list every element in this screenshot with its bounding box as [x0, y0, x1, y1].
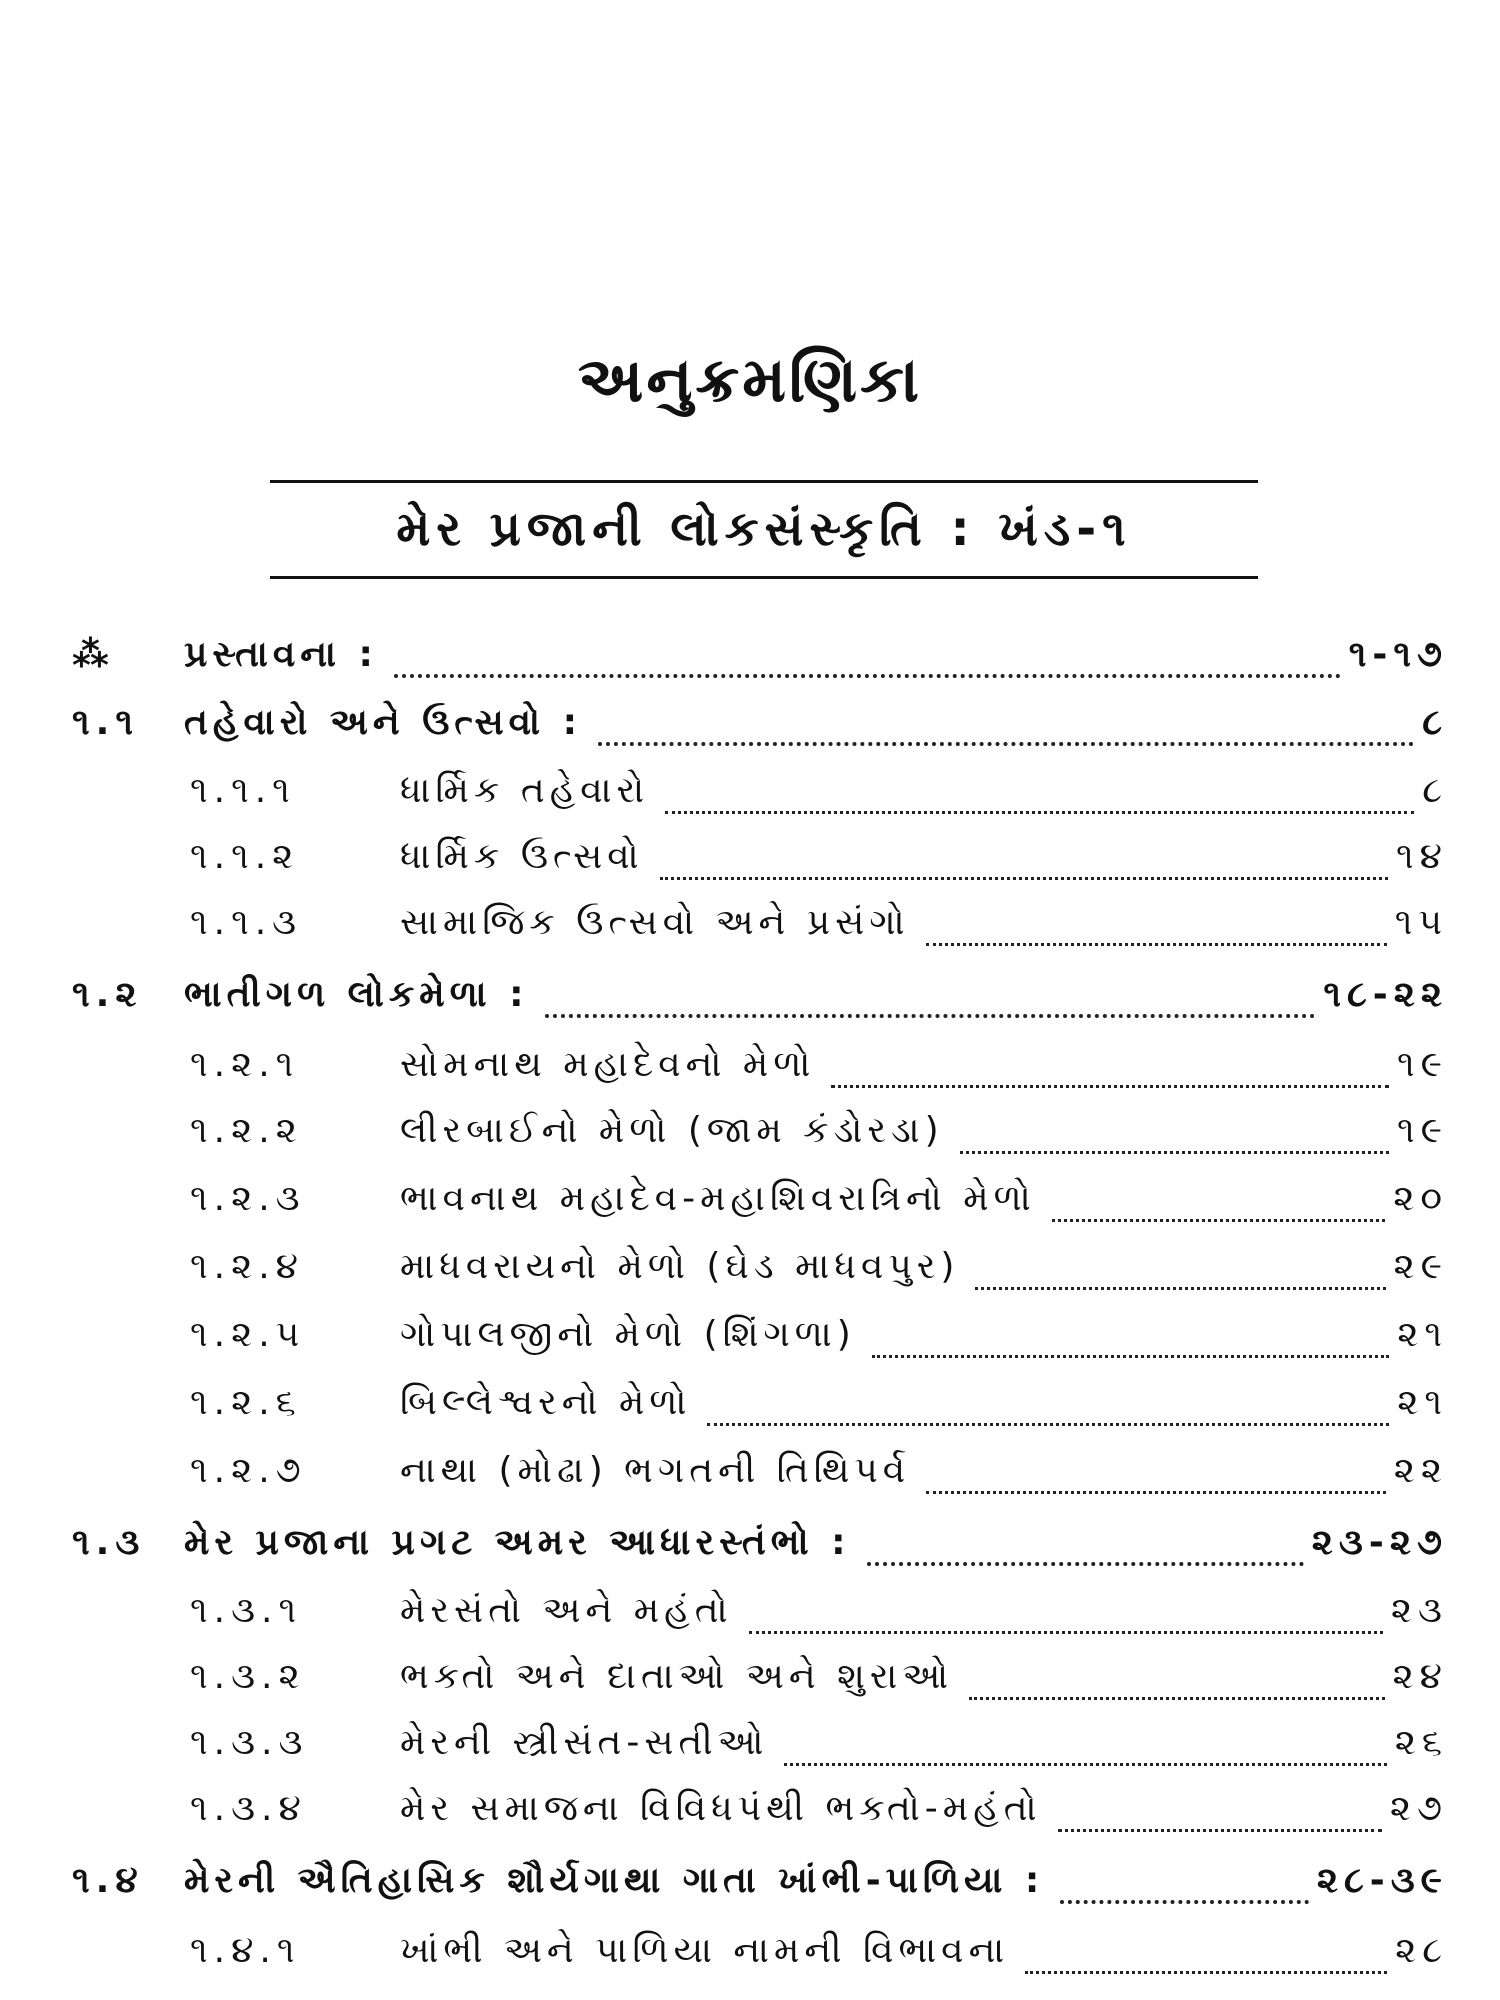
dot-leader: [749, 1601, 1383, 1634]
item-number: ૧.૨.૧: [190, 1044, 300, 1085]
item-label: બિલ્લેશ્વરનો મેળો: [400, 1382, 692, 1423]
section-number: ૧.૪: [72, 1860, 144, 1901]
section-label: ભાતીગળ લોકમેળા :: [184, 974, 529, 1015]
toc-item: [190, 1174, 1448, 1224]
item-label: ખાંભી અને પાળિયા નામની વિભાવના: [400, 1930, 1010, 1971]
toc-item: [190, 1106, 1448, 1156]
dot-leader: [831, 1055, 1389, 1088]
item-label: મેરની સ્ત્રીસંત-સતીઓ: [400, 1722, 769, 1763]
toc-section-1-1: [72, 698, 1448, 748]
item-label: સોમનાથ મહાદેવનો મેળો: [400, 1044, 816, 1085]
toc-page-ref: ૨૩: [1390, 1590, 1448, 1631]
section-label: મેર પ્રજાના પ્રગટ અમર આધારસ્તંભો :: [184, 1522, 851, 1563]
item-number: ૧.૨.૪: [190, 1246, 304, 1287]
dot-leader: [926, 1461, 1386, 1494]
toc-item: [190, 1718, 1448, 1768]
dot-leader: [872, 1325, 1389, 1358]
toc-page-ref: ૧૫: [1394, 902, 1448, 943]
toc-entry-intro: [72, 630, 1448, 680]
item-number: ૧.૧.૩: [190, 902, 303, 943]
item-number: ૧.૨.૭: [190, 1450, 307, 1491]
dot-leader: [707, 1393, 1389, 1426]
toc-page-ref: ૨૪: [1392, 1656, 1448, 1697]
section-number: ૧.૧: [72, 702, 139, 743]
item-label: સામાજિક ઉત્સવો અને પ્રસંગો: [400, 902, 910, 943]
item-number: ૧.૩.૧: [190, 1590, 303, 1631]
toc-page-ref: ૨૨: [1393, 1450, 1448, 1491]
item-label: ભાવનાથ મહાદેવ-મહાશિવરાત્રિનો મેળો: [400, 1178, 1036, 1219]
item-label: મેરસંતો અને મહંતો: [400, 1590, 733, 1631]
item-number: ૧.૨.૩: [190, 1178, 306, 1219]
toc-item: [190, 1242, 1448, 1292]
toc-page-ref: ૨૮-૩૯: [1316, 1860, 1448, 1901]
item-number: ૧.૩.૨: [190, 1656, 306, 1697]
dot-leader: [545, 984, 1316, 1018]
toc-item: [190, 1040, 1448, 1090]
dot-leader: [1052, 1189, 1385, 1222]
item-label: મેર સમાજના વિવિધપંથી ભક્તો-મહંતો: [400, 1788, 1042, 1829]
toc-page-ref: ૨૧: [1397, 1314, 1448, 1355]
toc-item: [190, 832, 1448, 882]
dot-leader: [975, 1257, 1385, 1290]
section-label: તહેવારો અને ઉત્સવો :: [184, 702, 582, 743]
item-label: માધવરાયનો મેળો (ઘેડ માધવપુર): [400, 1246, 960, 1287]
toc-section-1-2: [72, 970, 1448, 1020]
toc-page-ref: ૨૬: [1394, 1722, 1448, 1763]
toc-page-ref: ૨૦: [1393, 1178, 1448, 1219]
toc-page-ref: ૨૭: [1389, 1788, 1448, 1829]
dot-leader: [926, 913, 1387, 946]
dot-leader: [660, 847, 1388, 880]
dot-leader: [394, 644, 1341, 678]
volume-subtitle: મેર પ્રજાની લોકસંસ્કૃતિ : ખંડ-૧: [396, 501, 1132, 557]
toc-item: [190, 1310, 1448, 1360]
item-label: નાથા (મોઢા) ભગતની તિથિપર્વ: [400, 1450, 911, 1491]
toc-page-ref: ૨૮: [1395, 1930, 1448, 1971]
item-number: ૧.૧.૧: [190, 770, 296, 811]
toc-page-ref: ૧૯: [1397, 1110, 1448, 1151]
dot-leader: [784, 1733, 1386, 1766]
toc-item: [190, 1784, 1448, 1834]
toc-item: [190, 898, 1448, 948]
item-label: ધાર્મિક ઉત્સવો: [400, 836, 644, 877]
toc-section-1-4: [72, 1856, 1448, 1906]
page-title: અનુક્રમણિકા: [577, 343, 923, 416]
item-number: ૧.૩.૪: [190, 1788, 307, 1829]
item-number: ૧.૧.૨: [190, 836, 300, 877]
toc-page-ref: ૮: [1422, 702, 1448, 743]
toc-page-ref: ૨૧: [1397, 1382, 1448, 1423]
section-number: ૧.૩: [72, 1522, 146, 1563]
dot-leader: [1025, 1941, 1387, 1974]
toc-page-ref: ૮: [1422, 770, 1448, 811]
toc-page-ref: ૧૯: [1397, 1044, 1448, 1085]
dot-leader: [969, 1667, 1384, 1700]
item-number: ૧.૪.૧: [190, 1930, 301, 1971]
item-number: ૧.૨.૬: [190, 1382, 302, 1423]
toc-page-ref: ૨૩-૨૭: [1311, 1522, 1448, 1563]
item-label: લીરબાઈનો મેળો (જામ કંડોરડા): [400, 1110, 944, 1151]
dot-leader: [1058, 1799, 1382, 1832]
item-number: ૧.૨.૫: [190, 1314, 306, 1355]
toc-item: [190, 1586, 1448, 1636]
toc-page-ref: ૧૮-૨૨: [1323, 974, 1448, 1015]
item-number: ૧.૩.૩: [190, 1722, 309, 1763]
item-label: ગોપાલજીનો મેળો (શિંગળા): [400, 1314, 856, 1355]
toc-item: [190, 1378, 1448, 1428]
toc-entry-label: પ્રસ્તાવના :: [184, 634, 378, 675]
toc-item: [190, 766, 1448, 816]
toc-page-ref: ૨૯: [1393, 1246, 1448, 1287]
toc-page-ref: ૧-૧૭: [1348, 634, 1448, 675]
section-label: મેરની ઐતિહાસિક શૌર્યગાથા ગાતા ખાંભી-પાળિયા :: [184, 1860, 1045, 1901]
item-label: ભક્તો અને દાતાઓ અને શુરાઓ: [400, 1656, 954, 1697]
dot-leader: [665, 781, 1414, 814]
dot-leader: [1060, 1870, 1309, 1904]
toc-section-1-3: [72, 1518, 1448, 1568]
dot-leader: [960, 1121, 1389, 1154]
section-number: ૧.૨: [72, 974, 143, 1015]
toc-item: [190, 1446, 1448, 1496]
asterism-icon: ⁂: [72, 634, 115, 675]
toc-page-ref: ૧૪: [1396, 836, 1448, 877]
dot-leader: [867, 1532, 1304, 1566]
item-number: ૧.૨.૨: [190, 1110, 303, 1151]
dot-leader: [598, 712, 1414, 746]
toc-item: [190, 1652, 1448, 1702]
item-label: ધાર્મિક તહેવારો: [400, 770, 650, 811]
toc-item: [190, 1926, 1448, 1976]
